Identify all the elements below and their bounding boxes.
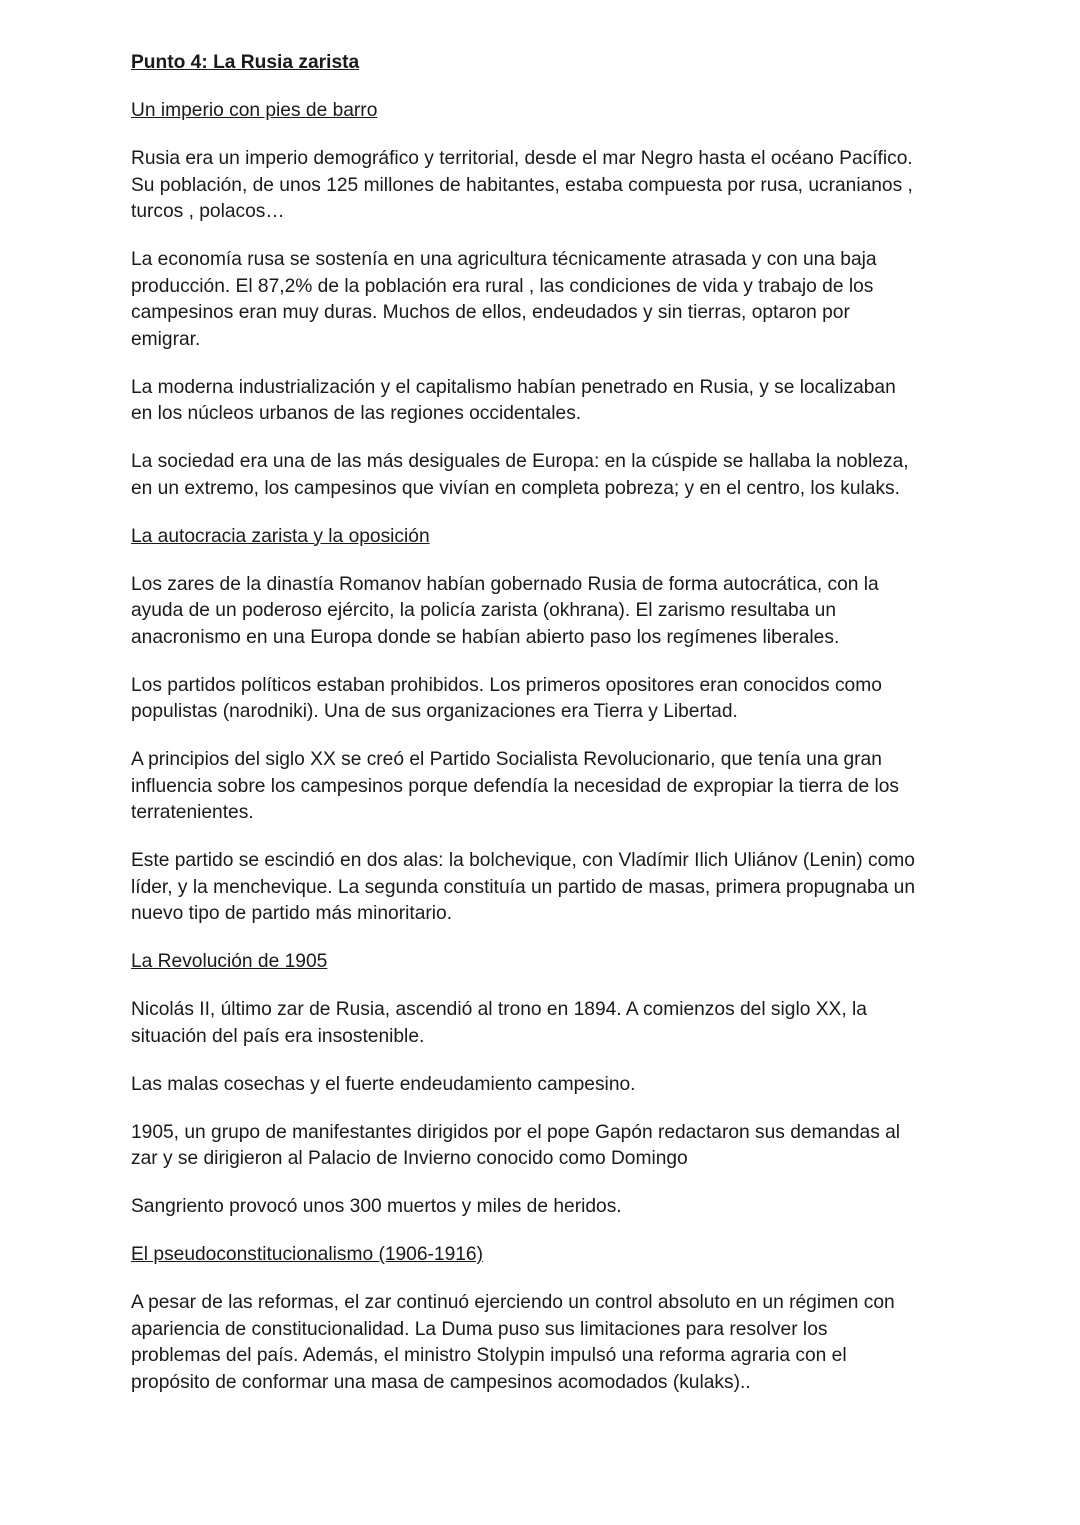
- paragraph-line: Sangriento provocó unos 300 muertos y miles de heridos.: [131, 1196, 622, 1217]
- paragraph-line: influencia sobre los campesinos porque defendía la necesidad de expropiar la tierra de los: [131, 775, 899, 797]
- paragraph: [131, 1120, 971, 1173]
- paragraph-line: La moderna industrialización y el capitalismo habían penetrado en Rusia, y se localizaban: [131, 376, 896, 398]
- paragraph-line: emigrar.: [131, 328, 201, 350]
- paragraph-line: La economía rusa se sostenía en una agricultura técnicamente atrasada y con una baja: [131, 249, 877, 270]
- paragraph-line: situación del país era insostenible.: [131, 1025, 425, 1047]
- paragraph-line: apariencia de constitucionalidad. La Duma puso sus limitaciones para resolver los: [131, 1318, 828, 1340]
- paragraph: [131, 997, 971, 1050]
- document-page: [131, 50, 971, 1418]
- paragraph-line: anacronismo en una Europa donde se habían abierto paso los regímenes liberales.: [131, 626, 840, 648]
- paragraph-line: nuevo tipo de partido más minoritario.: [131, 903, 453, 924]
- paragraph-line: Su población, de unos 125 millones de habitantes, estaba compuesta por rusa, ucranianos ,: [131, 174, 913, 196]
- paragraph: [131, 747, 971, 827]
- paragraph: [131, 848, 971, 928]
- section-heading: El pseudoconstitucionalismo (1906-1916): [131, 1244, 483, 1265]
- section-heading-block: [131, 98, 971, 125]
- paragraph-line: La sociedad era una de las más desiguales de Europa: en la cúspide se hallaba la nobleza,: [131, 451, 909, 472]
- paragraph-line: 1905, un grupo de manifestantes dirigidos por el pope Gapón redactaron sus demandas al: [131, 1121, 901, 1143]
- paragraph-line: Rusia era un imperio demográfico y territorial, desde el mar Negro hasta el océano Pacífico.: [131, 148, 913, 169]
- paragraph-line: en un extremo, los campesinos que vivían en completa pobreza; y en el centro, los kulaks.: [131, 477, 900, 499]
- paragraph-line: zar y se dirigieron al Palacio de Invierno conocido como Domingo: [131, 1148, 688, 1169]
- section-heading-block: [131, 1242, 971, 1269]
- paragraph: [131, 1072, 971, 1099]
- paragraph-line: campesinos eran muy duras. Muchos de ellos, endeudados y sin tierras, optaron por: [131, 302, 850, 323]
- paragraph: [131, 375, 971, 428]
- paragraph: [131, 146, 971, 226]
- paragraph-line: problemas del país. Además, el ministro Stolypin impulsó una reforma agraria con el: [131, 1345, 847, 1366]
- paragraph-line: Los partidos políticos estaban prohibidos. Los primeros opositores eran conocidos como: [131, 674, 882, 696]
- sections: [131, 98, 971, 1396]
- paragraph-line: propósito de conformar una masa de campesinos acomodados (kulaks)..: [131, 1371, 751, 1393]
- document-title-block: [131, 50, 971, 77]
- paragraph-line: Las malas cosechas y el fuerte endeudamiento campesino.: [131, 1073, 636, 1095]
- paragraph-line: A pesar de las reformas, el zar continuó ejerciendo un control absoluto en un régimen con: [131, 1292, 895, 1313]
- paragraph: [131, 449, 971, 502]
- paragraph-line: Este partido se escindió en dos alas: la bolchevique, con Vladímir Ilich Uliánov (Lenin) como: [131, 850, 915, 871]
- section-heading-block: [131, 949, 971, 976]
- section-heading-block: [131, 524, 971, 551]
- paragraph-line: turcos , polacos…: [131, 201, 285, 222]
- paragraph-line: terratenientes.: [131, 802, 254, 823]
- section-heading: La Revolución de 1905: [131, 951, 328, 972]
- paragraph-line: líder, y la menchevique. La segunda constituía un partido de masas, primera propugnaba un: [131, 876, 915, 898]
- paragraph: [131, 1290, 971, 1396]
- section-heading: Un imperio con pies de barro: [131, 100, 378, 121]
- paragraph-line: Los zares de la dinastía Romanov habían gobernado Rusia de forma autocrática, con la: [131, 573, 879, 595]
- paragraph: [131, 247, 971, 353]
- document-title: Punto 4: La Rusia zarista: [131, 52, 360, 73]
- paragraph-line: producción. El 87,2% de la población era rural , las condiciones de vida y trabajo de los: [131, 275, 874, 297]
- paragraph-line: A principios del siglo XX se creó el Partido Socialista Revolucionario, que tenía una gran: [131, 749, 882, 770]
- paragraph: [131, 572, 971, 652]
- section-heading: La autocracia zarista y la oposición: [131, 525, 430, 547]
- paragraph: [131, 673, 971, 726]
- paragraph-line: populistas (narodniki). Una de sus organizaciones era Tierra y Libertad.: [131, 701, 738, 722]
- paragraph-line: ayuda de un poderoso ejército, la policía zarista (okhrana). El zarismo resultaba un: [131, 600, 836, 621]
- paragraph: [131, 1194, 971, 1221]
- paragraph-line: Nicolás II, último zar de Rusia, ascendió al trono en 1894. A comienzos del siglo XX, la: [131, 999, 867, 1020]
- paragraph-line: en los núcleos urbanos de las regiones occidentales.: [131, 403, 582, 424]
